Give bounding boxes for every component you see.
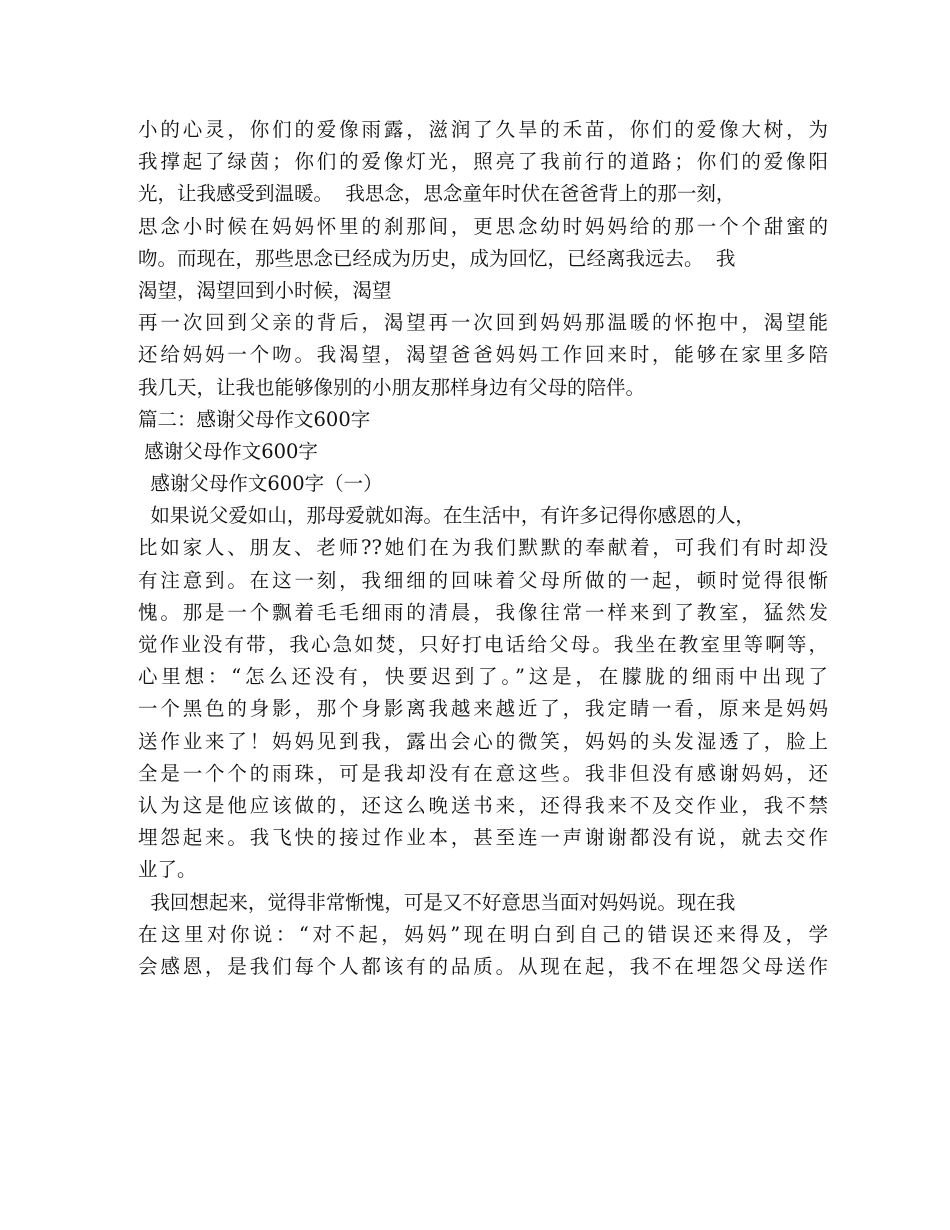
- article-title: 感谢父母作文600字: [138, 439, 318, 463]
- text-line: 心里想：“怎么还没有，快要迟到了。”这是，在朦胧的细雨中出现了: [138, 665, 828, 689]
- text-line: 有注意到。在这一刻，我细细的回味着父母所做的一起，顿时觉得很惭: [138, 568, 828, 592]
- text-line: 我几天，让我也能够像别的小朋友那样身边有父母的陪伴。: [138, 375, 646, 399]
- text-line: 业了。: [138, 858, 197, 882]
- text-line: 吻。而现在，那些思念已经成为历史，成为回忆，已经离我远去。 我: [138, 246, 736, 270]
- text-line: 埋怨起来。我飞快的接过作业本，甚至连一声谢谢都没有说，就去交作: [138, 826, 828, 850]
- text-line: 渴望，渴望回到小时候，渴望: [138, 278, 392, 302]
- text-line: 光，让我感受到温暖。 我思念，思念童年时伏在爸爸背上的那一刻，: [138, 182, 736, 206]
- document-body: [138, 114, 828, 983]
- text-line: 再一次回到父亲的背后，渴望再一次回到妈妈那温暖的怀抱中，渴望能: [138, 311, 828, 335]
- text-line: 会感恩，是我们每个人都该有的品质。从现在起，我不在埋怨父母送作: [138, 954, 828, 978]
- article-subtitle: 感谢父母作文600字（一）: [138, 472, 383, 496]
- section-heading: 篇二：感谢父母作文600字: [138, 407, 371, 431]
- text-line: 还给妈妈一个吻。我渴望，渴望爸爸妈妈工作回来时，能够在家里多陪: [138, 343, 828, 367]
- text-line: 我回想起来，觉得非常惭愧，可是又不好意思当面对妈妈说。现在我: [138, 890, 736, 914]
- text-line: 觉作业没有带，我心急如焚，只好打电话给父母。我坐在教室里等啊等，: [138, 633, 828, 656]
- text-line: 一个黑色的身影，那个身影离我越来越近了，我定睛一看，原来是妈妈: [138, 697, 828, 721]
- text-line: 思念小时候在妈妈怀里的刹那间，更思念幼时妈妈给的那一个个甜蜜的: [138, 214, 828, 238]
- text-line: 比如家人、朋友、老师??她们在为我们默默的奉献着，可我们有时却没: [138, 536, 828, 560]
- text-line: 愧。那是一个飘着毛毛细雨的清晨，我像往常一样来到了教室，猛然发: [138, 600, 828, 624]
- text-line: 如果说父爱如山，那母爱就如海。在生活中，有许多记得你感恩的人，: [138, 504, 755, 528]
- text-line: 送作业来了！妈妈见到我，露出会心的微笑，妈妈的头发湿透了，脸上: [138, 729, 828, 753]
- text-line: 全是一个个的雨珠，可是我却没有在意这些。我非但没有感谢妈妈，还: [138, 761, 828, 785]
- text-line: 小的心灵，你们的爱像雨露，滋润了久旱的禾苗，你们的爱像大树，为: [138, 118, 828, 141]
- text-line: 在这里对你说：“对不起，妈妈”现在明白到自己的错误还来得及，学: [138, 922, 828, 946]
- text-line: 我撑起了绿茵；你们的爱像灯光，照亮了我前行的道路；你们的爱像阳: [138, 150, 828, 174]
- text-line: 认为这是他应该做的，还这么晚送书来，还得我来不及交作业，我不禁: [138, 793, 828, 817]
